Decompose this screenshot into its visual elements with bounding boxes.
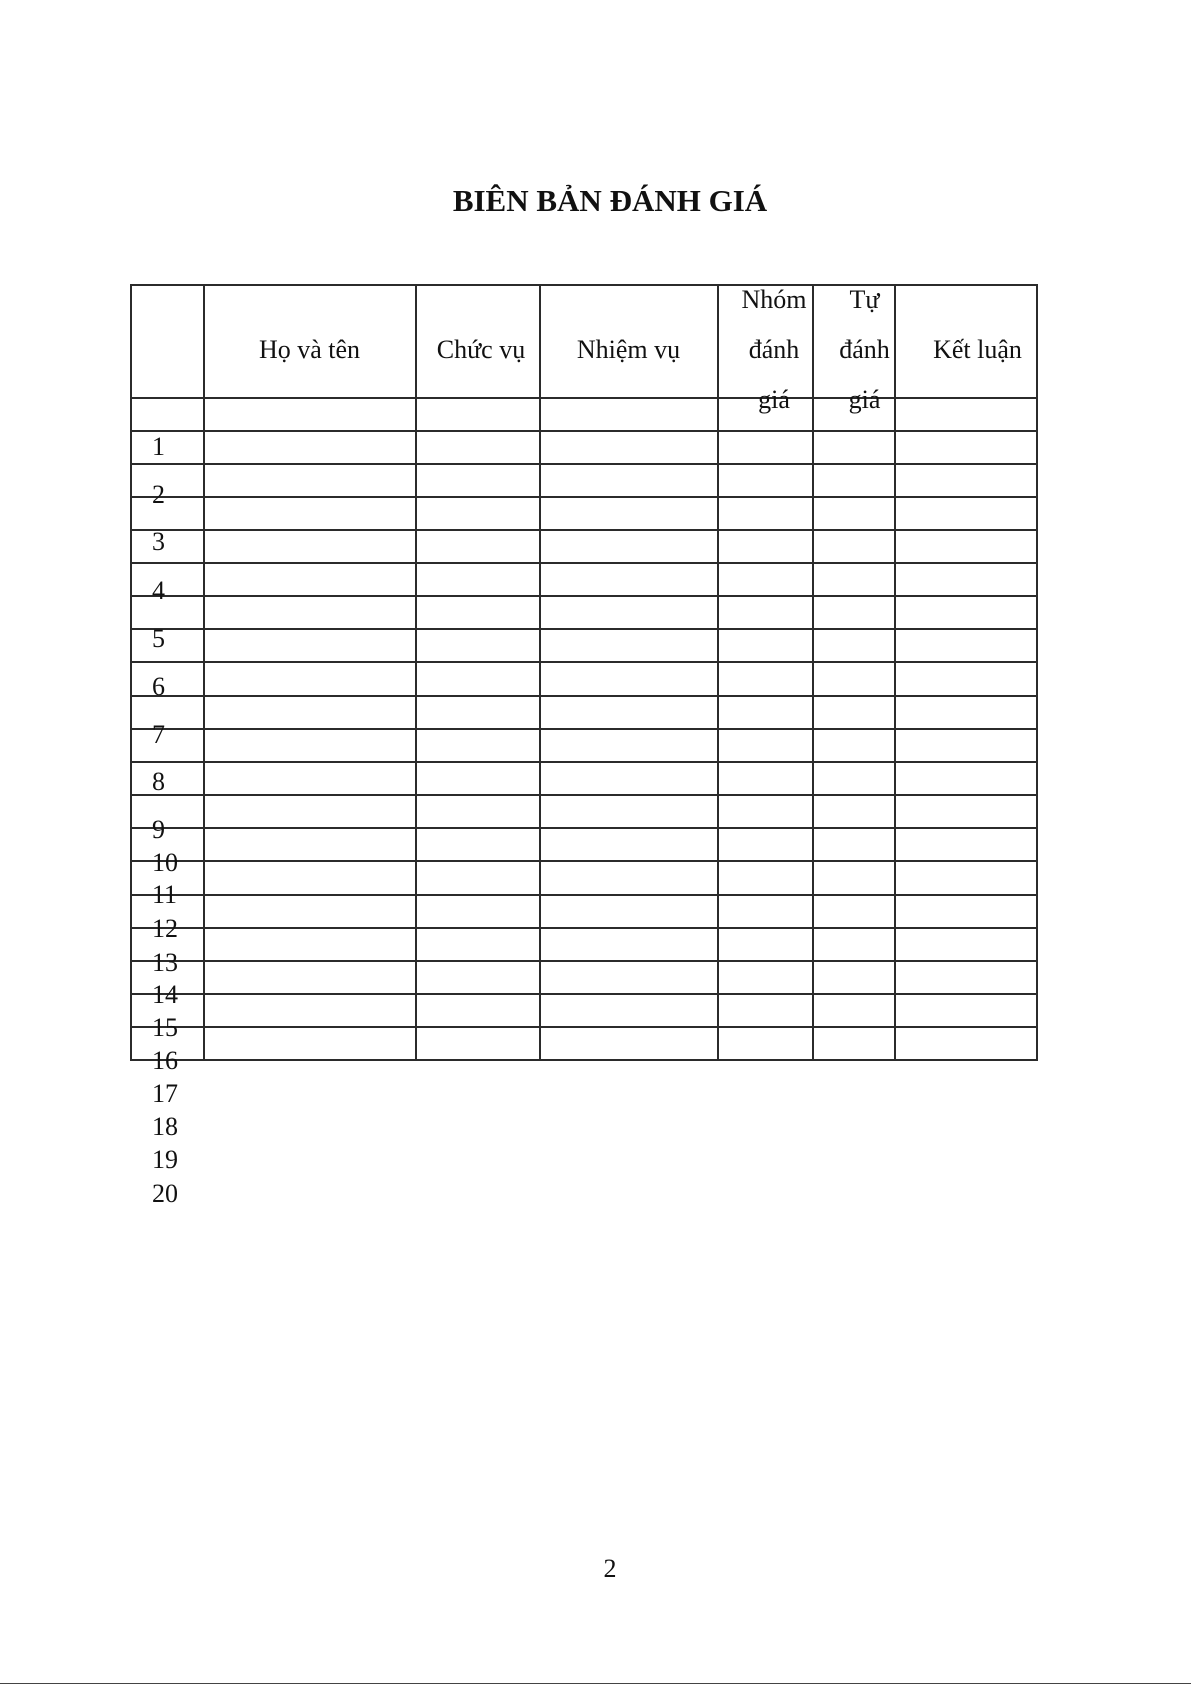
table-border-left [130, 284, 132, 1061]
row-number: 8 [152, 767, 165, 796]
row-number: 18 [152, 1112, 178, 1141]
table-row-divider [130, 595, 1038, 597]
row-number: 1 [152, 432, 165, 461]
header-name: Họ và tên [258, 335, 361, 364]
row-number: 3 [152, 527, 165, 556]
table-border-bottom [130, 1059, 1038, 1061]
page-bottom-edge [0, 1683, 1191, 1684]
row-number: 7 [152, 720, 165, 749]
header-conclusion: Kết luận [933, 335, 1022, 364]
page-number: 2 [603, 1554, 617, 1583]
header-group-evaluation: Nhóm đánh giá [741, 285, 807, 414]
table-row-divider [130, 894, 1038, 896]
table-row-divider [130, 860, 1038, 862]
row-number: 11 [152, 880, 178, 909]
table-row-divider [130, 728, 1038, 730]
row-number: 20 [152, 1179, 178, 1208]
table-row-divider [130, 960, 1038, 962]
table-row-divider [130, 628, 1038, 630]
row-number: 14 [152, 980, 178, 1009]
table-row-divider [130, 562, 1038, 564]
table-border-right [1036, 284, 1038, 1061]
row-number: 10 [152, 848, 178, 877]
table-row-divider [130, 529, 1038, 531]
row-number: 4 [152, 576, 165, 605]
table-col-divider [203, 284, 205, 1061]
header-self-evaluation: Tự đánh giá [839, 285, 890, 414]
row-number: 19 [152, 1145, 178, 1174]
table-row-divider [130, 496, 1038, 498]
table-row-divider [130, 695, 1038, 697]
table-row-divider [130, 463, 1038, 465]
table-row-divider [130, 827, 1038, 829]
table-row-divider [130, 927, 1038, 929]
table-row-divider [130, 430, 1038, 432]
table-col-divider [539, 284, 541, 1061]
table-row-divider [130, 761, 1038, 763]
table-row-divider [130, 661, 1038, 663]
header-position: Chức vụ [436, 335, 526, 364]
row-number: 16 [152, 1046, 178, 1075]
row-number: 9 [152, 815, 165, 844]
row-number: 5 [152, 624, 165, 653]
table-col-divider [415, 284, 417, 1061]
table-row-divider [130, 993, 1038, 995]
row-number: 17 [152, 1079, 178, 1108]
row-number: 2 [152, 480, 165, 509]
table-row-divider [130, 794, 1038, 796]
table-row-divider [130, 1026, 1038, 1028]
row-number: 6 [152, 672, 165, 701]
row-number: 13 [152, 948, 178, 977]
document-title: BIÊN BẢN ĐÁNH GIÁ [452, 183, 768, 218]
header-task: Nhiệm vụ [576, 335, 681, 364]
row-number: 15 [152, 1013, 178, 1042]
row-number: 12 [152, 914, 178, 943]
